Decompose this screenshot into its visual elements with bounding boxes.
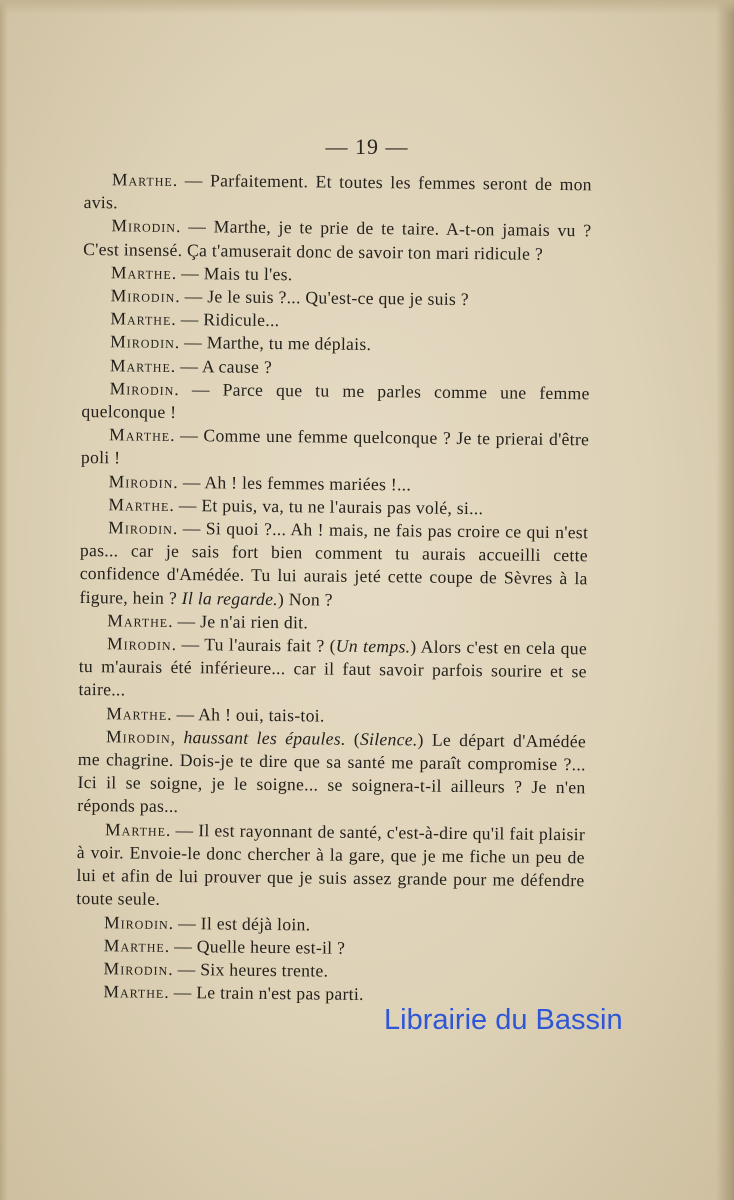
speaker-name: Mirodin [106, 633, 172, 655]
line-text: Mais tu l'es. [203, 263, 293, 285]
dialogue-text [75, 168, 592, 1009]
page-edge-top [0, 0, 734, 14]
watermark-text: Librairie du Bassin [384, 1004, 623, 1036]
speaker-name: Mirodin [111, 215, 177, 237]
line-tail: Non ? [288, 588, 333, 610]
line-text: Si quoi ?... Ah ! mais, ne fais pas croire ce qui n'est pas... car je sais fort bien comment tu aurais accueilli cette confidence d'Amédée. Tu lui aurais jeté cette coupe de Sèvres à la figure, hein ? [79, 518, 589, 608]
speaker-name: Marthe [108, 494, 170, 515]
dialogue-line: Marthe. — Le train n'est pas parti. [103, 981, 364, 1005]
dialogue-line: Marthe. — Il est rayonnant de santé, c'est-à-dire qu'il fait plaisir à voir. Envoie-le donc chercher à la gare, que je me fiche un peu de lui et afin de lui prouver que je suis assez grande pour me défendre toute seule. [76, 818, 586, 910]
line-text: Marthe, tu me déplais. [206, 332, 372, 355]
speaker-name: Marthe [103, 934, 165, 956]
speaker-name: Marthe [110, 262, 172, 283]
line-text: Ah ! oui, tais-toi. [198, 703, 325, 726]
dialogue-line: Mirodin. — Six heures trente. [103, 958, 329, 981]
dialogue-line: Marthe. — Mais tu l'es. [110, 262, 293, 285]
line-text: Tu l'aurais fait ? [204, 634, 325, 656]
line-text: Six heures trente. [200, 959, 329, 981]
speaker-name: Mirodin [103, 958, 169, 979]
stage-direction: haussant les épaules. [183, 726, 346, 749]
stage-direction: Il la regarde. [181, 587, 279, 609]
speaker-name: Mirodin [109, 378, 175, 399]
dialogue-line: Mirodin. — Je le suis ?... Qu'est-ce que je suis ? [110, 285, 470, 310]
speaker-name: Marthe [107, 610, 169, 631]
line-text: Quelle heure est-il ? [196, 935, 346, 958]
dialogue-line: Mirodin. — Marthe, tu me déplais. [110, 331, 372, 355]
speaker-name: Marthe [103, 981, 165, 1002]
dialogue-line: Marthe. — Comme une femme quelconque ? Je te prierai d'être poli ! [80, 424, 590, 468]
speaker-name: Mirodin [105, 726, 171, 747]
speaker-name: Mirodin [108, 470, 174, 492]
dialogue-line: Marthe. — A cause ? [109, 354, 273, 377]
line-text: Il est rayonnant de santé, c'est-à-dire qu'il fait plaisir à voir. Envoie-le donc chercher à la gare, que je me fiche un peu de lui et afin de lui prouver que je suis assez grande pour me défendre toute seule. [76, 819, 586, 910]
dialogue-line: Mirodin. — Si quoi ?... Ah ! mais, ne fais pas croire ce qui n'est pas... car je sais fort bien comment tu aurais accueilli cette confidence d'Amédée. Tu lui aurais jeté cette coupe de Sèvres à la figure, hein ? Il la regarde.) Non ? [79, 517, 589, 610]
dialogue-line: Mirodin. — Tu l'aurais fait ? (Un temps.) Alors c'est en cela que tu m'aurais été inférieure... car il faut savoir parfois sourire et se taire... [78, 633, 588, 700]
speaker-name: Marthe [109, 424, 171, 446]
dialogue-line: Marthe. — Quelle heure est-il ? [103, 934, 346, 958]
page-number: — 19 — [325, 134, 409, 159]
dialogue-line: Marthe. — Ah ! oui, tais-toi. [106, 702, 325, 726]
dialogue-line: Marthe. — Ridicule... [110, 308, 280, 331]
line-text: A cause ? [201, 355, 273, 377]
line-text: Ridicule... [203, 309, 280, 331]
line-tail: Le départ d'Amédée me chagrine. Dois-je te dire que sa santé me paraît compromise ?... Ici il se soigne, je le soigne... se soignera-t-il ailleurs ? Je n'en réponds pas... [77, 729, 587, 817]
line-text: Marthe, je te prie de te taire. A-t-on jamais vu ? C'est insensé. Ça t'amuserait donc de savoir ton mari ridicule ? [83, 216, 592, 264]
page-edge-left [0, 0, 8, 1200]
speaker-name: Mirodin [110, 331, 175, 353]
dialogue-line: Mirodin. — Il est déjà loin. [104, 911, 311, 934]
stage-direction: Un temps. [335, 635, 411, 657]
speaker-name: Mirodin [108, 517, 173, 538]
speaker-name: Marthe [110, 308, 172, 330]
dialogue-line: Marthe. — Et puis, va, tu ne l'aurais pas volé, si... [108, 494, 484, 519]
page-edge-right [716, 0, 734, 1200]
line-text: Parfaitement. Et toutes les femmes seront de mon avis. [83, 170, 592, 213]
line-text: Comme une femme quelconque ? Je te prierai d'être poli ! [80, 425, 590, 468]
speaker-name: Mirodin [110, 285, 176, 306]
speaker-name: Marthe [109, 354, 171, 376]
line-text: Ah ! les femmes mariées !... [204, 471, 412, 495]
dialogue-line: Marthe. — Je n'ai rien dit. [107, 610, 309, 633]
line-text: Le train n'est pas parti. [196, 982, 364, 1005]
speaker-name: Mirodin [104, 911, 169, 933]
line-text: Parce que tu me parles comme une femme quelconque ! [81, 379, 590, 423]
line-text: Je le suis ?... Qu'est-ce que je suis ? [207, 286, 470, 310]
dialogue-line: Mirodin. — Marthe, je te prie de te taire. A-t-on jamais vu ? C'est insensé. Ça t'amuserait donc de savoir ton mari ridicule ? [83, 215, 592, 264]
speaker-name: Marthe [104, 818, 167, 840]
dialogue-line: Mirodin. — Parce que tu me parles comme une femme quelconque ! [81, 378, 590, 423]
dialogue-line: Mirodin, haussant les épaules. (Silence.) Le départ d'Amédée me chagrine. Dois-je te dire que sa santé me paraît compromise ?... Ici il se soigne, je le soigne... se soignera-t-il ailleurs ? Je n'en réponds pas... [77, 726, 587, 817]
line-tail: Alors c'est en cela que tu m'aurais été inférieure... car il faut savoir parfois sourire et se taire... [78, 636, 588, 700]
dialogue-line: Mirodin. — Ah ! les femmes mariées !... [108, 470, 412, 495]
speaker-name: Marthe [106, 702, 168, 724]
line-text: Il est déjà loin. [200, 912, 311, 934]
speaker-name: Marthe [111, 169, 173, 190]
line-text: Je n'ai rien dit. [200, 611, 309, 633]
stage-direction: Silence. [359, 728, 418, 750]
line-text: Et puis, va, tu ne l'aurais pas volé, si... [201, 495, 484, 519]
dialogue-line: Marthe. — Parfaitement. Et toutes les femmes seront de mon avis. [83, 169, 592, 213]
